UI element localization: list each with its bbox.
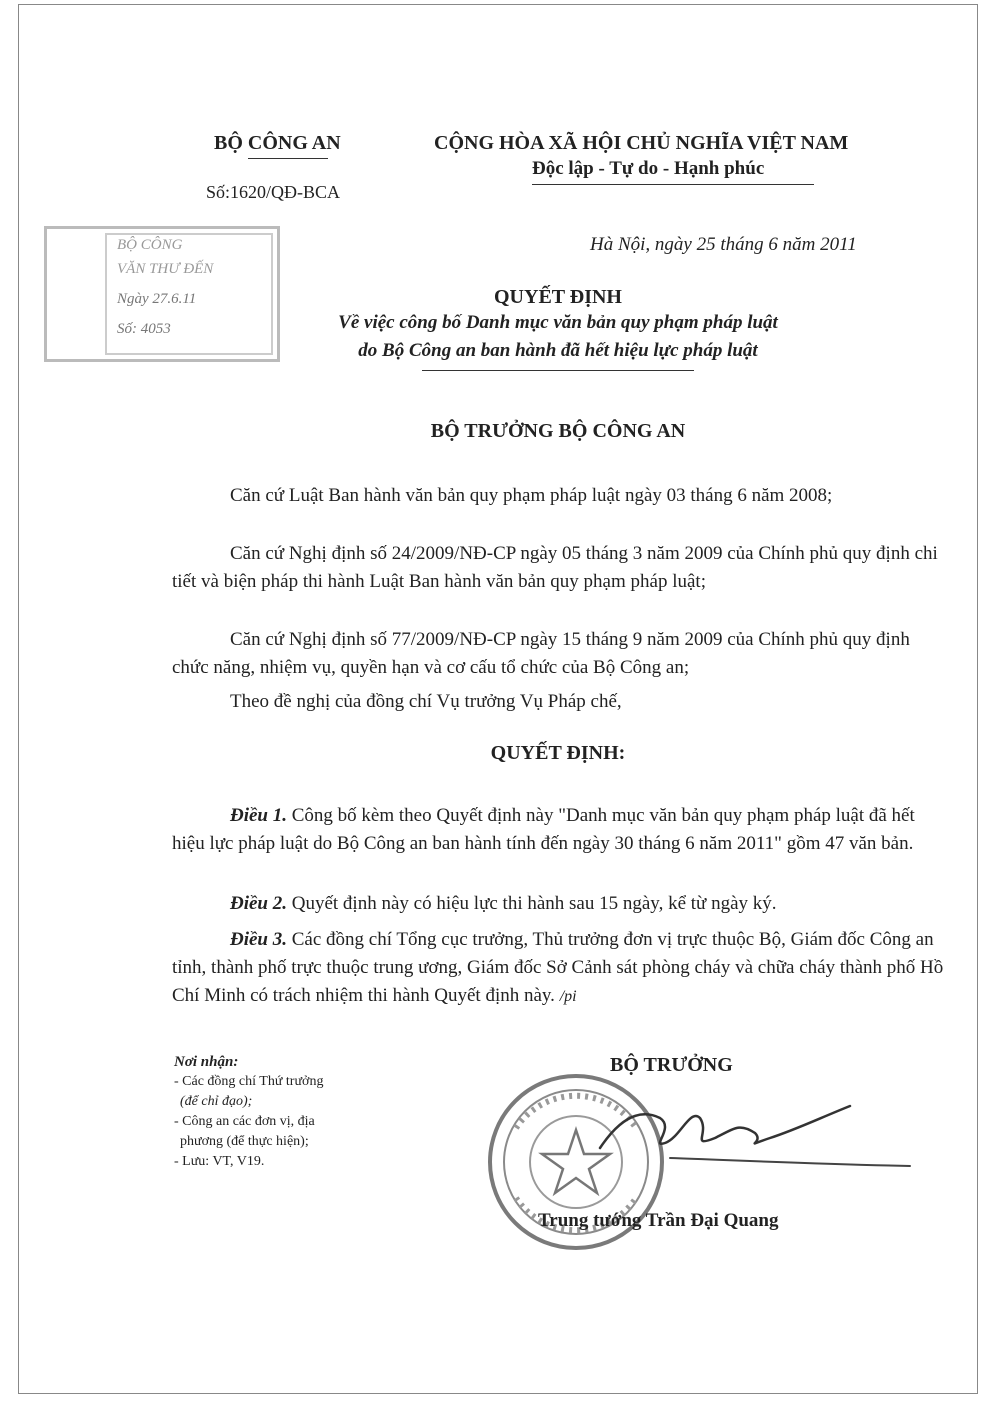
- legal-basis-1: Căn cứ Luật Ban hành văn bản quy phạm pháp luật ngày 03 tháng 6 năm 2008;: [230, 485, 833, 506]
- article-1-label: Điều 1.: [230, 805, 287, 826]
- motto-underline: [532, 184, 814, 185]
- national-motto: Độc lập - Tự do - Hạnh phúc: [532, 158, 765, 179]
- article-2: [172, 890, 944, 918]
- legal-basis-3: Căn cứ Nghị định số 77/2009/NĐ-CP ngày 15 tháng 9 năm 2009 của Chính phủ quy định chức năng, nhiệm vụ, quyền hạn và cơ cấu tổ chức của Bộ Công an;: [172, 629, 910, 678]
- recipient-line-2: (để chỉ đạo);: [180, 1094, 253, 1109]
- title-underline: [422, 370, 694, 371]
- signature-icon: [580, 1088, 920, 1178]
- ministry-underline: [248, 158, 328, 159]
- article-3-initials: /pi: [559, 988, 577, 1005]
- document-subtitle-line1: Về việc công bố Danh mục văn bản quy phạm pháp luật: [338, 312, 778, 333]
- legal-basis-4: Theo đề nghị của đồng chí Vụ trưởng Vụ Pháp chế,: [230, 691, 622, 712]
- recipient-line-5: - Lưu: VT, V19.: [174, 1154, 265, 1169]
- signer-title: BỘ TRƯỞNG: [610, 1054, 733, 1076]
- recipients-heading: Nơi nhận:: [174, 1054, 239, 1070]
- signer-name: Trung tướng Trần Đại Quang: [538, 1210, 779, 1231]
- article-2-text: Quyết định này có hiệu lực thi hành sau 15 ngày, kể từ ngày ký.: [291, 893, 777, 914]
- ministry-name: BỘ CÔNG AN: [214, 132, 341, 154]
- recipient-line-1: - Các đồng chí Thứ trưởng: [174, 1074, 324, 1089]
- article-1: [172, 802, 944, 858]
- recipient-line-3: - Công an các đơn vị, địa: [174, 1114, 315, 1129]
- received-stamp-line1: BỘ CÔNG: [117, 237, 183, 253]
- republic-name: CỘNG HÒA XÃ HỘI CHỦ NGHĨA VIỆT NAM: [434, 132, 849, 154]
- article-3-label: Điều 3.: [230, 929, 287, 950]
- article-2-label: Điều 2.: [230, 893, 287, 914]
- place-date: Hà Nội, ngày 25 tháng 6 năm 2011: [590, 234, 857, 255]
- legal-basis-2: Căn cứ Nghị định số 24/2009/NĐ-CP ngày 05 tháng 3 năm 2009 của Chính phủ quy định chi tiết và biện pháp thi hành Luật Ban hành văn bản quy phạm pháp luật;: [172, 543, 938, 592]
- decide-heading: QUYẾT ĐỊNH:: [490, 742, 626, 764]
- issuing-authority: BỘ TRƯỞNG BỘ CÔNG AN: [430, 420, 686, 442]
- document-number: Số:1620/QĐ-BCA: [206, 182, 341, 202]
- received-stamp-line3: Ngày 27.6.11: [117, 291, 197, 307]
- received-stamp-line4: Số: 4053: [117, 321, 171, 337]
- article-3-text: Các đồng chí Tổng cục trưởng, Thủ trưởng đơn vị trực thuộc Bộ, Giám đốc Công an tỉnh, thành phố trực thuộc trung ương, Giám đốc Sở Cảnh sát phòng cháy và chữa cháy thành phố Hồ Chí Minh có trách nhiệm thi hành Quyết định này.: [172, 929, 944, 1006]
- received-stamp-line2: VĂN THƯ ĐẾN: [117, 261, 214, 277]
- document-subtitle-line2: do Bộ Công an ban hành đã hết hiệu lực pháp luật: [358, 340, 758, 361]
- document-title: QUYẾT ĐỊNH: [494, 286, 622, 308]
- recipient-line-4: phương (để thực hiện);: [180, 1134, 309, 1149]
- article-1-text: Công bố kèm theo Quyết định này "Danh mục văn bản quy phạm pháp luật đã hết hiệu lực pháp luật do Bộ Công an ban hành tính đến ngày 30 tháng 6 năm 2011" gồm 47 văn bản.: [172, 805, 915, 854]
- article-3: [172, 926, 944, 1011]
